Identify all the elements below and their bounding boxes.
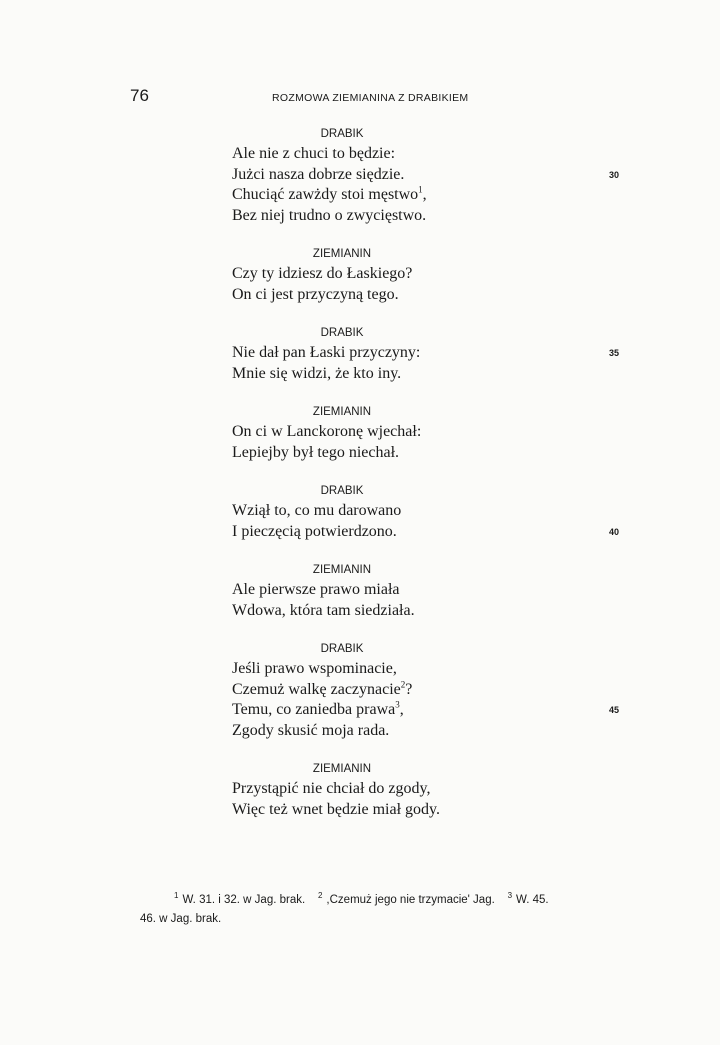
line-number: 45 bbox=[609, 705, 620, 715]
footnote-ref: 1 bbox=[418, 184, 423, 195]
line-number: 35 bbox=[609, 348, 620, 358]
verse-line bbox=[232, 601, 632, 622]
speaker-name: DRABIK bbox=[320, 485, 364, 497]
footnote-ref: 2 bbox=[400, 679, 406, 690]
stanza bbox=[232, 402, 632, 463]
verse-text: Lepiejby był tego niechał. bbox=[232, 443, 400, 461]
verse-text: Mnie się widzi, że kto iny. bbox=[232, 364, 402, 382]
speaker-name: ZIEMIANIN bbox=[312, 406, 372, 418]
verse-line bbox=[232, 501, 632, 522]
poem-text bbox=[232, 124, 632, 838]
verse-line bbox=[232, 285, 632, 306]
verse-punctuation: ? bbox=[405, 680, 413, 698]
verse-line bbox=[232, 185, 632, 206]
verse-punctuation: , bbox=[399, 701, 404, 718]
verse-line bbox=[232, 700, 632, 721]
footnote-1: W. 31. i 32. w Jag. brak. bbox=[182, 893, 306, 906]
speaker-name: ZIEMIANIN bbox=[312, 564, 372, 576]
footnote-ref: 3 bbox=[395, 699, 400, 710]
footnote-2: ,Czemuż jego nie trzymacie' Jag. bbox=[326, 893, 495, 906]
line-number: 30 bbox=[609, 169, 620, 180]
footnote-mark-3: 3 bbox=[507, 891, 513, 900]
verse-text: Ale pierwsze prawo miała bbox=[232, 581, 400, 598]
verse-text: Wdowa, która tam siedziała. bbox=[232, 601, 415, 619]
verse-text: Czy ty idziesz do Łaskiego? bbox=[232, 265, 413, 282]
speaker-name: ZIEMIANIN bbox=[312, 763, 372, 775]
verse-text: Temu, co zaniedba prawa bbox=[232, 701, 396, 718]
stanza bbox=[232, 481, 632, 542]
verse-text: Jeśli prawo wspominacie, bbox=[232, 660, 397, 677]
footnote-line-2: 46. w Jag. brak. bbox=[140, 912, 222, 925]
stanza bbox=[232, 759, 632, 820]
verse-line bbox=[232, 144, 632, 165]
verse-text: Zgody skusić moja rada. bbox=[232, 721, 390, 739]
footnote-mark-1: 1 bbox=[174, 891, 179, 900]
verse-text: Ale nie z chuci to będzie: bbox=[232, 145, 396, 162]
verse-line bbox=[232, 343, 632, 364]
verse-text: Czemuż walkę zaczynacie bbox=[232, 680, 401, 698]
verse-line bbox=[232, 364, 632, 385]
verse-line bbox=[232, 264, 632, 285]
verse-line bbox=[232, 779, 632, 800]
verse-text: Więc też wnet będzie miał gody. bbox=[232, 800, 441, 818]
verse-line bbox=[232, 580, 632, 601]
footnote-line-1 bbox=[140, 886, 630, 910]
verse-text: Wziął to, co mu darowano bbox=[232, 502, 402, 519]
stanza bbox=[232, 560, 632, 621]
speaker-name: ZIEMIANIN bbox=[312, 248, 372, 260]
verse-text: Przystąpić nie chciał do zgody, bbox=[232, 780, 431, 797]
stanza bbox=[232, 323, 632, 384]
verse-line bbox=[232, 443, 632, 464]
stanza bbox=[232, 124, 632, 226]
footnotes bbox=[140, 886, 630, 929]
footnote-mark-2: 2 bbox=[317, 891, 323, 900]
speaker-name: DRABIK bbox=[320, 327, 364, 339]
verse-text: On ci jest przyczyną tego. bbox=[232, 285, 399, 303]
verse-line bbox=[232, 522, 632, 543]
verse-text: Jużci nasza dobrze siędzie. bbox=[232, 165, 405, 183]
speaker-name: DRABIK bbox=[320, 128, 364, 140]
verse-line bbox=[232, 680, 632, 701]
verse-line bbox=[232, 800, 632, 821]
verse-line bbox=[232, 721, 632, 742]
stanza bbox=[232, 244, 632, 305]
verse-text: I pieczęcią potwierdzono. bbox=[232, 522, 397, 540]
verse-line bbox=[232, 659, 632, 680]
verse-punctuation: , bbox=[422, 186, 427, 203]
verse-line bbox=[232, 422, 632, 443]
speaker-name: DRABIK bbox=[320, 643, 364, 655]
verse-text: Chuciąć zawżdy stoi męstwo bbox=[232, 186, 419, 203]
stanza bbox=[232, 639, 632, 741]
verse-line bbox=[232, 206, 632, 227]
line-number: 40 bbox=[609, 526, 620, 537]
verse-text: Nie dał pan Łaski przyczyny: bbox=[232, 344, 421, 361]
verse-text: Bez niej trudno o zwycięstwo. bbox=[232, 206, 427, 224]
verse-line bbox=[232, 165, 632, 186]
verse-text: On ci w Lanckoronę wjechał: bbox=[232, 423, 422, 440]
running-head: ROZMOWA ZIEMIANINA Z DRABIKIEM bbox=[272, 92, 469, 104]
footnote-3: W. 45. bbox=[516, 893, 549, 906]
page-number: 76 bbox=[130, 86, 149, 105]
